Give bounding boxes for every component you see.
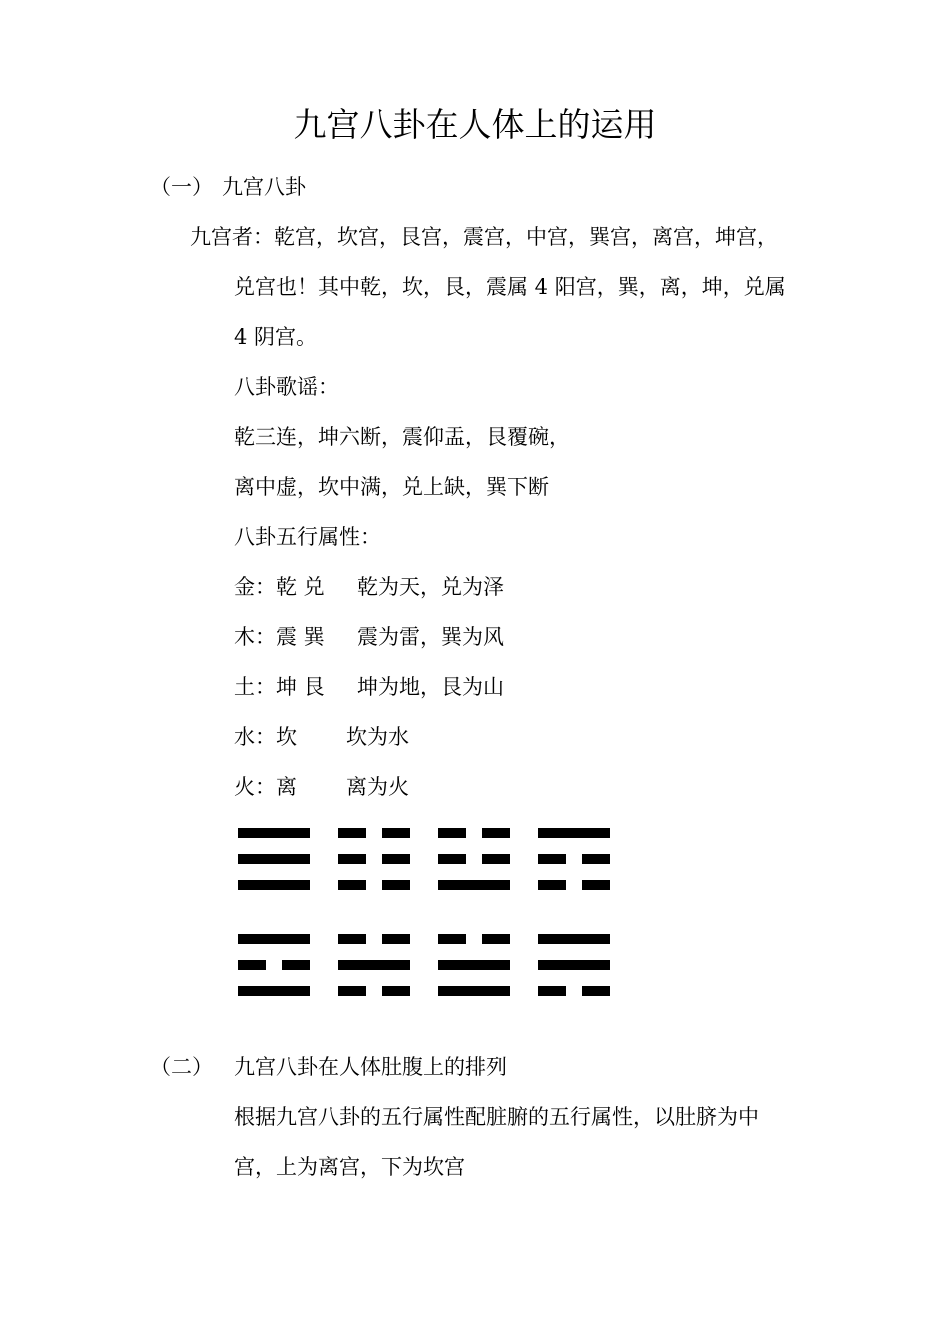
song-title: 八卦歌谣： (234, 375, 339, 399)
paragraph-line: 宫，上为离宫，下为坎宫 (234, 1155, 465, 1179)
wuxing-title: 八卦五行属性： (234, 525, 381, 549)
yang-line (238, 880, 310, 890)
yang-line (238, 854, 310, 864)
yang-line (338, 960, 410, 970)
yin-line (438, 828, 510, 838)
wuxing-label: 金：乾 兑 (234, 575, 325, 599)
paragraph-line: 根据九宫八卦的五行属性配脏腑的五行属性，以肚脐为中 (234, 1105, 759, 1129)
section-1-heading: 九宫八卦 (222, 175, 306, 199)
wuxing-desc: 离为火 (346, 775, 409, 799)
section-1-number: （一） (150, 175, 213, 199)
yin-line (538, 986, 610, 996)
section-2-number: （二） (150, 1055, 213, 1079)
yang-line (538, 828, 610, 838)
yin-line (238, 960, 310, 970)
wuxing-label: 土：坤 艮 (234, 675, 325, 699)
page-title: 九宫八卦在人体上的运用 (293, 105, 657, 144)
wuxing-desc: 坤为地，艮为山 (357, 675, 504, 699)
yang-line (438, 880, 510, 890)
wuxing-desc: 乾为天，兑为泽 (357, 575, 504, 599)
yang-line (438, 986, 510, 996)
yang-line (538, 934, 610, 944)
song-line: 乾三连，坤六断，震仰盂，艮覆碗， (234, 425, 570, 449)
paragraph-line: 兑宫也！其中乾，坎，艮，震属 4 阳宫，巽，离，坤，兑属 (234, 275, 786, 299)
yang-line (438, 960, 510, 970)
yin-line (538, 880, 610, 890)
yin-line (538, 854, 610, 864)
wuxing-desc: 坎为水 (346, 725, 409, 749)
wuxing-label: 火：离 (234, 775, 297, 799)
yin-line (438, 854, 510, 864)
yin-line (338, 880, 410, 890)
yin-line (338, 828, 410, 838)
yang-line (538, 960, 610, 970)
section-2-heading: 九宫八卦在人体肚腹上的排列 (234, 1055, 507, 1079)
yin-line (338, 934, 410, 944)
song-line: 离中虚，坎中满，兑上缺，巽下断 (234, 475, 549, 499)
paragraph-line: 九宫者：乾宫，坎宫，艮宫，震宫，中宫，巽宫，离宫，坤宫， (190, 225, 778, 249)
wuxing-label: 水：坎 (234, 725, 297, 749)
yang-line (238, 934, 310, 944)
wuxing-desc: 震为雷，巽为风 (357, 625, 504, 649)
yang-line (238, 986, 310, 996)
yang-line (238, 828, 310, 838)
yin-line (438, 934, 510, 944)
yin-line (338, 986, 410, 996)
yin-line (338, 854, 410, 864)
wuxing-label: 木：震 巽 (234, 625, 325, 649)
paragraph-line: 4 阴宫。 (234, 325, 318, 349)
